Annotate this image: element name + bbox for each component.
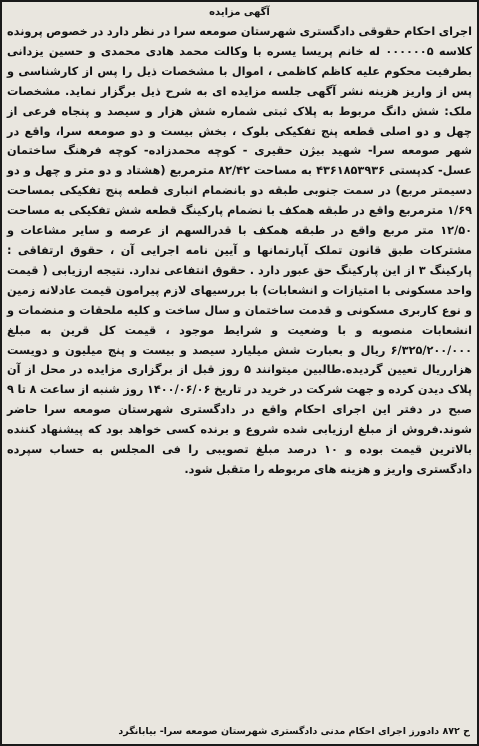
notice-footer: ح ۸۷۲ دادورز اجرای احکام مدنی دادگستری شهرستان صومعه سرا- بیابانگرد <box>118 726 470 737</box>
notice-body: اجرای احکام حقوقی دادگستری شهرستان صومعه سرا در نظر دارد در خصوص پرونده کلاسه ۰۰۰۰۰۰۵ له خانم پریسا یسره با وکالت محمد هادی محمدی و حسین یزدانی بطرفیت محکوم علیه کاظم کاظمی ، اموال با مشخصات ذیل را پس از کارشناسی و پس از واریز هزینه نشر آگهی جلسه مزایده ای به شرح ذیل برگزار نماید. مشخصات ملک: شش دانگ مربوط به پلاک ثبتی شماره شش هزار و سیصد و پنجاه فرعی از چهل و دو اصلی قطعه پنج تفکیکی بلوک ، بخش بیست و دو صومعه سرا، واقع در شهر صومعه سرا- شهید بیژن حقیری - کوچه محمدزاده- کوچه فرهنگ ساختمان عسل- کدپستی ۴۳۶۱۸۵۳۹۳۶ به مساحت ۸۲/۴۲ مترمربع (هشتاد و دو متر و چهل و دو دسیمتر مربع) در سمت جنوبی طبقه دو بانضمام انباری قطعه پنج تفکیکی بمساحت ۱/۶۹ مترمربع واقع در طبقه همکف با نضمام پارکینگ قطعه شش تفکیکی به مساحت ۱۲/۵۰ متر مربع واقع در طبقه همکف با قدرالسهم از عرصه و سایر مشاعات و مشترکات طبق قانون تملک آپارتمانها و آیین نامه اجرایی آن ، حقوق ارتفاقی : پارکینگ ۳ از این پارکینگ حق عبور دارد . حقوق انتفاعی ندارد. نتیجه ارزیابی ( قیمت واحد مسکونی با امتیازات و انشعابات) با بررسیهای لازم پیرامون قیمت عادلانه زمین و نوع کاربری مسکونی و قدمت ساختمان و سال ساخت و کلیه ملحقات و منضمات و انشعابات منصوبه و با وضعیت و شرایط موجود ، قیمت کل قرین به مبلغ ۶/۳۲۵/۲۰۰/۰۰۰ ریال و بعبارت شش میلیارد سیصد و بیست و پنج میلیون و دویست هزارریال تعیین گردیده.طالبین میتوانند ۵ روز قبل از برگزاری مزایده در محل از آن پلاک دیدن کرده و جهت شرکت در خرید در تاریخ ۱۴۰۰/۰۶/۰۶ روز شنبه از ساعت ۸ تا ۹ صبح در دفتر این اجرای احکام واقع در دادگستری شهرستان صومعه سرا حاضر شوند.فروش از مبلغ ارزیابی شده شروع و برنده کسی خواهد بود که پیشنهاد کننده بالاترین قیمت بوده و ۱۰ درصد مبلغ تصویبی را فی المجلس به حساب سپرده دادگستری واریز و هزینه های مربوطه را متقبل شود. <box>7 25 473 476</box>
notice-title: آگهی مزایده <box>209 7 270 18</box>
